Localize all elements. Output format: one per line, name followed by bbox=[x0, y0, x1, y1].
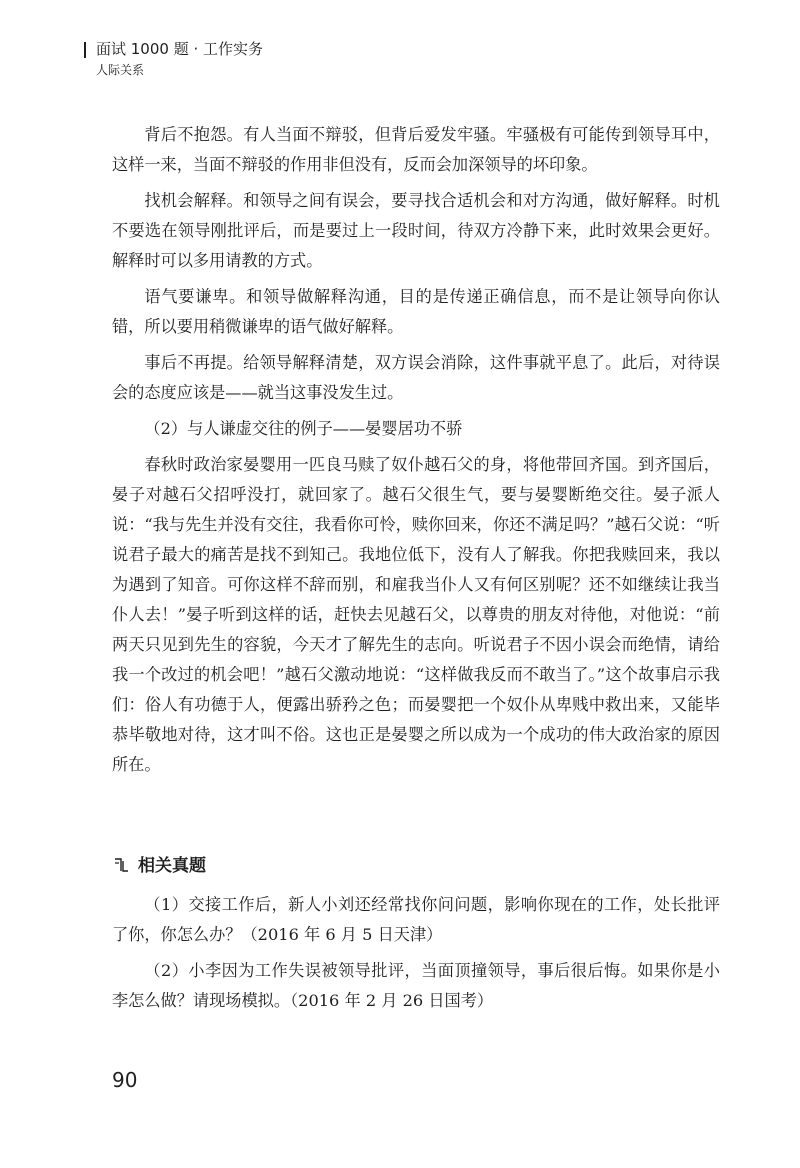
related-questions-title: 相关真题 bbox=[138, 856, 206, 876]
paragraph: 背后不抱怨。有人当面不辩驳，但背后爱发牢骚。牢骚极有可能传到领导耳中，这样一来，当面不辩驳的作用非但没有，反而会加深领导的坏印象。 bbox=[112, 125, 720, 174]
story-paragraph: 春秋时政治家晏婴用一匹良马赎了奴仆越石父的身，将他带回齐国。到齐国后，晏子对越石父招呼没打，就回家了。越石父很生气，要与晏婴断绝交往。晏子派人说：“我与先生并没有交往，我看你可怜，赎你回来，你还不满足吗？”越石父说：“听说君子最大的痛苦是找不到知己。我地位低下，没有人了解我。你把我赎回来，我以为遇到了知音。可你这样不辞而别，和雇我当仆人又有何区别呢？还不如继续让我当仆人去！”晏子听到这样的话，赶快去见越石父，以尊贵的朋友对待他，对他说：“前两天只见到先生的容貌，今天才了解先生的志向。听说君子不因小误会而绝情，请给我一个改过的机会吧！”越石父激动地说：“这样做我反而不敢当了。”这个故事启示我们：俗人有功德于人，便露出骄矜之色；而晏婴把一个奴仆从卑贱中救出来，又能毕恭毕敬地对待，这才叫不俗。这也正是晏婴之所以成为一个成功的伟大政治家的原因所在。 bbox=[112, 455, 720, 774]
paragraph: 事后不再提。给领导解释清楚，双方误会消除，这件事就平息了。此后，对待误会的态度应该是——就当这事没发生过。 bbox=[112, 353, 720, 402]
chapter-name: 人际关系 bbox=[96, 63, 145, 77]
header-rule bbox=[84, 42, 86, 58]
bookmark-icon bbox=[112, 856, 130, 874]
paragraph: 找机会解释。和领导之间有误会，要寻找合适机会和对方沟通，做好解释。时机不要选在领导刚批评后，而是要过上一段时间，待双方冷静下来，此时效果会更好。解释时可以多用请教的方式。 bbox=[112, 191, 720, 270]
subsection-heading: （2）与人谦虚交往的例子——晏婴居功不骄 bbox=[144, 419, 463, 438]
related-questions-list bbox=[112, 890, 720, 1016]
question-item: （2）小李因为工作失误被领导批评，当面顶撞领导，事后很后悔。如果你是小李怎么做？请现场模拟。（2016 年 2 月 26 日国考） bbox=[112, 961, 720, 1010]
page-number: 90 bbox=[112, 1068, 138, 1092]
body-text bbox=[112, 120, 720, 780]
book-title: 面试 1000 题 · 工作实务 bbox=[96, 40, 264, 58]
paragraph: 语气要谦卑。和领导做解释沟通，目的是传递正确信息，而不是让领导向你认错，所以要用稍微谦卑的语气做好解释。 bbox=[112, 287, 720, 336]
question-item: （1）交接工作后，新人小刘还经常找你问问题，影响你现在的工作，处长批评了你，你怎么办？（2016 年 6 月 5 日天津） bbox=[112, 895, 720, 944]
related-questions-heading bbox=[112, 852, 206, 880]
